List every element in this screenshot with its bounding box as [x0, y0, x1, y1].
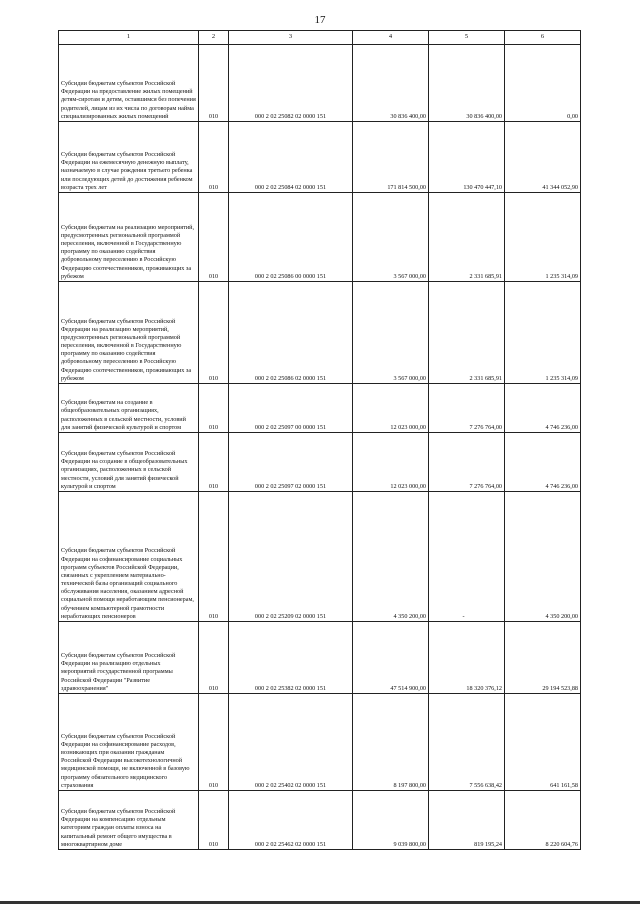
row-remain: 8 220 604,76 — [505, 791, 581, 850]
page-number: 17 — [314, 14, 326, 26]
budget-table — [58, 30, 581, 850]
row-kbk: 000 2 02 25462 02 0000 151 — [229, 791, 353, 850]
row-admin-code: 010 — [199, 791, 229, 850]
table-row — [59, 193, 581, 282]
row-remain: 641 161,58 — [505, 694, 581, 791]
row-plan: 12 023 000,00 — [353, 433, 429, 492]
row-admin-code: 010 — [199, 622, 229, 694]
row-kbk: 000 2 02 25086 02 0000 151 — [229, 282, 353, 384]
row-remain: 0,00 — [505, 45, 581, 122]
column-header: 4 — [353, 31, 429, 45]
row-name: Субсидии бюджетам субъектов Российской Федерации на реализацию отдельных мероприятий государственной программы Российской Федерации "Развитие здравоохранения" — [59, 622, 199, 694]
row-remain: 4 746 236,00 — [505, 433, 581, 492]
row-fact: 7 276 764,00 — [429, 384, 505, 433]
row-name: Субсидии бюджетам субъектов Российской Федерации на предоставление жилых помещений детям-сиротам и детям, оставшимся без попечения родителей, лицам из их числа по договорам найма специализированных жилых помещений — [59, 45, 199, 122]
table-row — [59, 694, 581, 791]
row-admin-code: 010 — [199, 122, 229, 193]
row-name: Субсидии бюджетам субъектов Российской Федерации на создание в общеобразовательных организациях, расположенных в сельской местности, условий для занятий физической культурой и спортом — [59, 433, 199, 492]
header-row — [59, 31, 581, 45]
column-header: 6 — [505, 31, 581, 45]
row-plan: 9 039 800,00 — [353, 791, 429, 850]
row-remain: 4 746 236,00 — [505, 384, 581, 433]
row-admin-code: 010 — [199, 694, 229, 791]
row-admin-code: 010 — [199, 193, 229, 282]
row-kbk: 000 2 02 25382 02 0000 151 — [229, 622, 353, 694]
row-kbk: 000 2 02 25082 02 0000 151 — [229, 45, 353, 122]
row-kbk: 000 2 02 25086 00 0000 151 — [229, 193, 353, 282]
row-name: Субсидии бюджетам субъектов Российской Федерации на софинансирование расходов, возникающих при оказании гражданам Российской Федерации высокотехнологичной медицинской помощи, не включенной в базовую программу обязательного медицинского страхования — [59, 694, 199, 791]
column-header: 3 — [229, 31, 353, 45]
table-row — [59, 791, 581, 850]
row-fact: 819 195,24 — [429, 791, 505, 850]
column-header: 2 — [199, 31, 229, 45]
row-plan: 12 023 000,00 — [353, 384, 429, 433]
row-remain: 1 235 314,09 — [505, 282, 581, 384]
row-name: Субсидии бюджетам на реализацию мероприятий, предусмотренных региональной программой переселения, включенной в Государственную программу по оказанию содействия добровольному переселению в Российскую Федерацию соотечественников, проживающих за рубежом — [59, 193, 199, 282]
row-remain: 4 350 200,00 — [505, 492, 581, 622]
row-admin-code: 010 — [199, 282, 229, 384]
row-name: Субсидии бюджетам субъектов Российской Федерации на компенсацию отдельным категориям граждан оплаты взноса на капитальный ремонт общего имущества в многоквартирном доме — [59, 791, 199, 850]
table-row — [59, 433, 581, 492]
column-header: 5 — [429, 31, 505, 45]
row-plan: 4 350 200,00 — [353, 492, 429, 622]
row-name: Субсидии бюджетам субъектов Российской Федерации на реализацию мероприятий, предусмотренных региональной программой переселения, включенной в Государственную программу по оказанию содействия добровольному переселению в Российскую Федерацию соотечественников, проживающих за рубежом — [59, 282, 199, 384]
table-row — [59, 45, 581, 122]
row-kbk: 000 2 02 25084 02 0000 151 — [229, 122, 353, 193]
row-kbk: 000 2 02 25097 02 0000 151 — [229, 433, 353, 492]
row-fact: 18 320 376,12 — [429, 622, 505, 694]
row-name: Субсидии бюджетам субъектов Российской Федерации на ежемесячную денежную выплату, назначаемую в случае рождения третьего ребенка или последующих детей до достижения ребенком возраста трех лет — [59, 122, 199, 193]
row-kbk: 000 2 02 25209 02 0000 151 — [229, 492, 353, 622]
column-header: 1 — [59, 31, 199, 45]
row-fact: 30 836 400,00 — [429, 45, 505, 122]
table-row — [59, 122, 581, 193]
row-plan: 30 836 400,00 — [353, 45, 429, 122]
row-kbk: 000 2 02 25402 02 0000 151 — [229, 694, 353, 791]
table-row — [59, 384, 581, 433]
row-fact: - — [429, 492, 505, 622]
row-admin-code: 010 — [199, 492, 229, 622]
row-fact: 2 331 685,91 — [429, 282, 505, 384]
row-remain: 41 344 052,90 — [505, 122, 581, 193]
row-remain: 1 235 314,09 — [505, 193, 581, 282]
row-kbk: 000 2 02 25097 00 0000 151 — [229, 384, 353, 433]
row-admin-code: 010 — [199, 45, 229, 122]
row-plan: 3 567 000,00 — [353, 193, 429, 282]
row-fact: 130 470 447,10 — [429, 122, 505, 193]
table-row — [59, 282, 581, 384]
row-admin-code: 010 — [199, 433, 229, 492]
row-fact: 7 556 638,42 — [429, 694, 505, 791]
row-plan: 47 514 900,00 — [353, 622, 429, 694]
row-plan: 3 567 000,00 — [353, 282, 429, 384]
row-remain: 29 194 523,88 — [505, 622, 581, 694]
row-fact: 2 331 685,91 — [429, 193, 505, 282]
bottom-scan-edge — [0, 901, 640, 904]
row-admin-code: 010 — [199, 384, 229, 433]
row-plan: 171 814 500,00 — [353, 122, 429, 193]
row-plan: 8 197 800,00 — [353, 694, 429, 791]
table-row — [59, 492, 581, 622]
row-name: Субсидии бюджетам субъектов Российской Федерации на софинансирование социальных программ субъектов Российской Федерации, связанных с укреплением материально-технической базы организаций социального обслуживания населения, оказанием адресной социальной помощи неработающим пенсионерам, обучением компьютерной грамотности неработающих пенсионеров — [59, 492, 199, 622]
table-row — [59, 622, 581, 694]
row-fact: 7 276 764,00 — [429, 433, 505, 492]
row-name: Субсидии бюджетам на создание в общеобразовательных организациях, расположенных в сельской местности, условий для занятий физической культурой и спортом — [59, 384, 199, 433]
